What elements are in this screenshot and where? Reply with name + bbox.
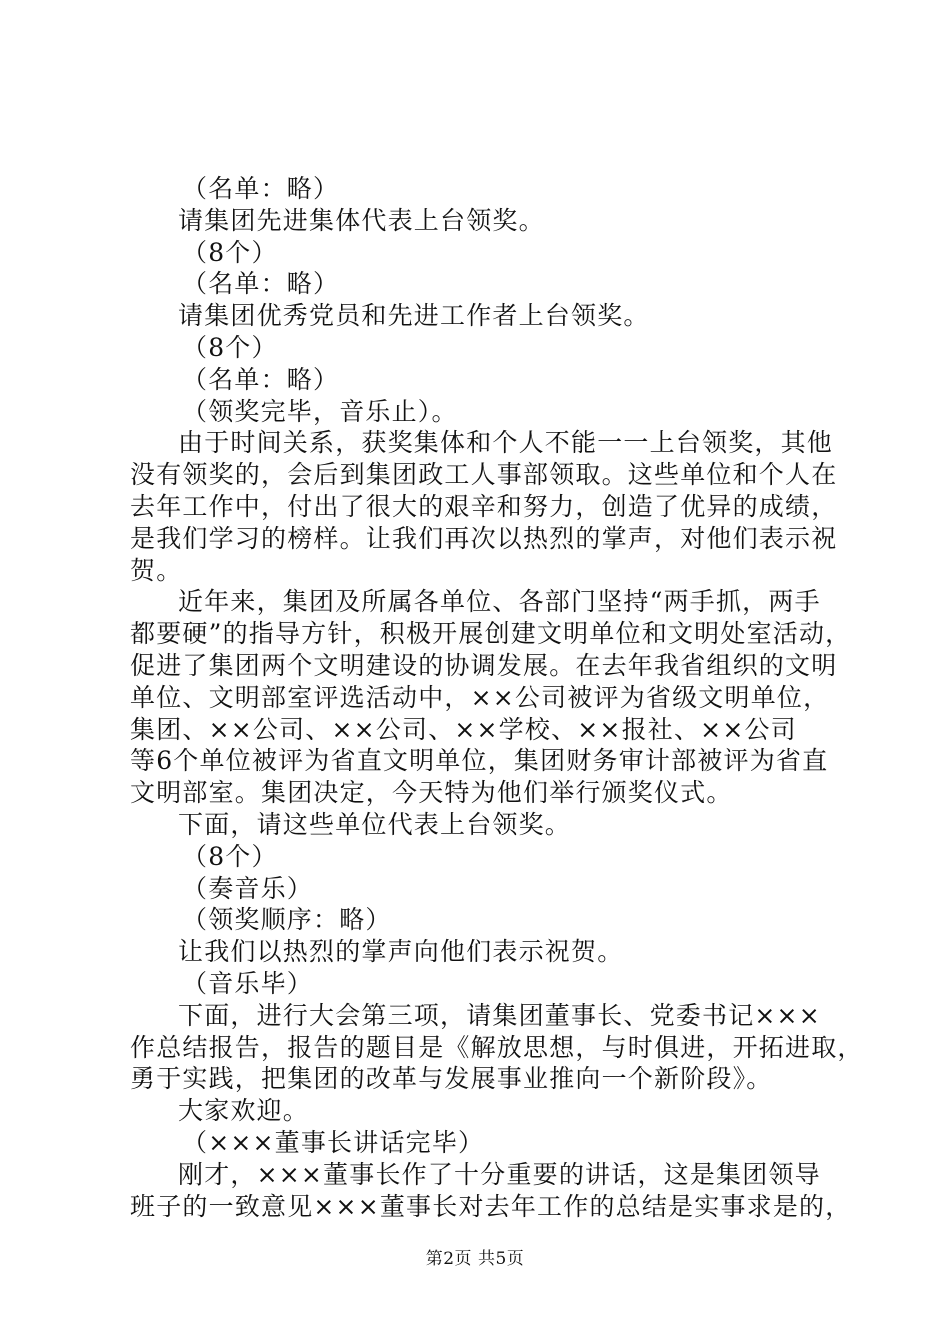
text-line: 大家欢迎。: [178, 1096, 310, 1126]
text-line: 文明部室。集团决定，今天特为他们举行颁奖仪式。: [130, 778, 733, 808]
text-line: （奏音乐）: [182, 873, 314, 903]
page-footer: 第2页 共5页: [425, 1249, 525, 1269]
text-line: 贺。: [130, 555, 183, 585]
text-line: 等6个单位被评为省直文明单位，集团财务审计部被评为省直: [130, 746, 829, 776]
text-line: 班子的一致意见×××董事长对去年工作的总结是实事求是的，: [130, 1191, 852, 1221]
text-line: 近年来，集团及所属各单位、各部门坚持“两手抓，两手: [178, 587, 821, 617]
text-line: 刚才，×××董事长作了十分重要的讲话，这是集团领导: [178, 1159, 821, 1189]
text-line: 是我们学习的榜样。让我们再次以热烈的掌声，对他们表示祝: [130, 523, 838, 553]
text-line: （领奖顺序：略）: [182, 905, 392, 935]
text-line: 去年工作中，付出了很大的艰辛和努力，创造了优异的成绩，: [130, 491, 838, 521]
text-line: 都要硬”的指导方针，积极开展创建文明单位和文明处室活动，: [130, 619, 852, 649]
text-line: （8个）: [182, 237, 278, 267]
text-line: 勇于实践，把集团的改革与发展事业推向一个新阶段》。: [130, 1064, 773, 1094]
text-line: 单位、文明部室评选活动中，××公司被评为省级文明单位，: [130, 682, 830, 712]
text-line: 没有领奖的，会后到集团政工人事部领取。这些单位和个人在: [130, 460, 838, 490]
text-line: （领奖完毕，音乐止）。: [182, 396, 458, 426]
text-line: （8个）: [182, 841, 278, 871]
text-line: 请集团优秀党员和先进工作者上台领奖。: [178, 301, 650, 331]
text-line: （8个）: [182, 332, 278, 362]
text-line: 集团、××公司、××公司、××学校、××报社、××公司: [130, 714, 797, 744]
text-line: （名单：略）: [182, 364, 340, 394]
text-line: （名单：略）: [182, 174, 340, 203]
text-line: （×××董事长讲话完毕）: [182, 1127, 485, 1157]
text-line: （音乐毕）: [182, 968, 314, 998]
text-line: 让我们以热烈的掌声向他们表示祝贺。: [178, 937, 624, 967]
text-line: （名单：略）: [182, 269, 340, 299]
text-line: 下面，请这些单位代表上台领奖。: [178, 809, 572, 839]
text-line: 由于时间关系，获奖集体和个人不能一一上台领奖，其他: [178, 428, 834, 458]
text-line: 下面，进行大会第三项，请集团董事长、党委书记×××: [178, 1000, 821, 1030]
text-line: 作总结报告，报告的题目是《解放思想，与时俱进，开拓进取，: [130, 1032, 864, 1062]
document-body: [130, 173, 864, 1222]
text-line: 请集团先进集体代表上台领奖。: [178, 205, 545, 235]
text-line: 促进了集团两个文明建设的协调发展。在去年我省组织的文明: [130, 650, 838, 680]
